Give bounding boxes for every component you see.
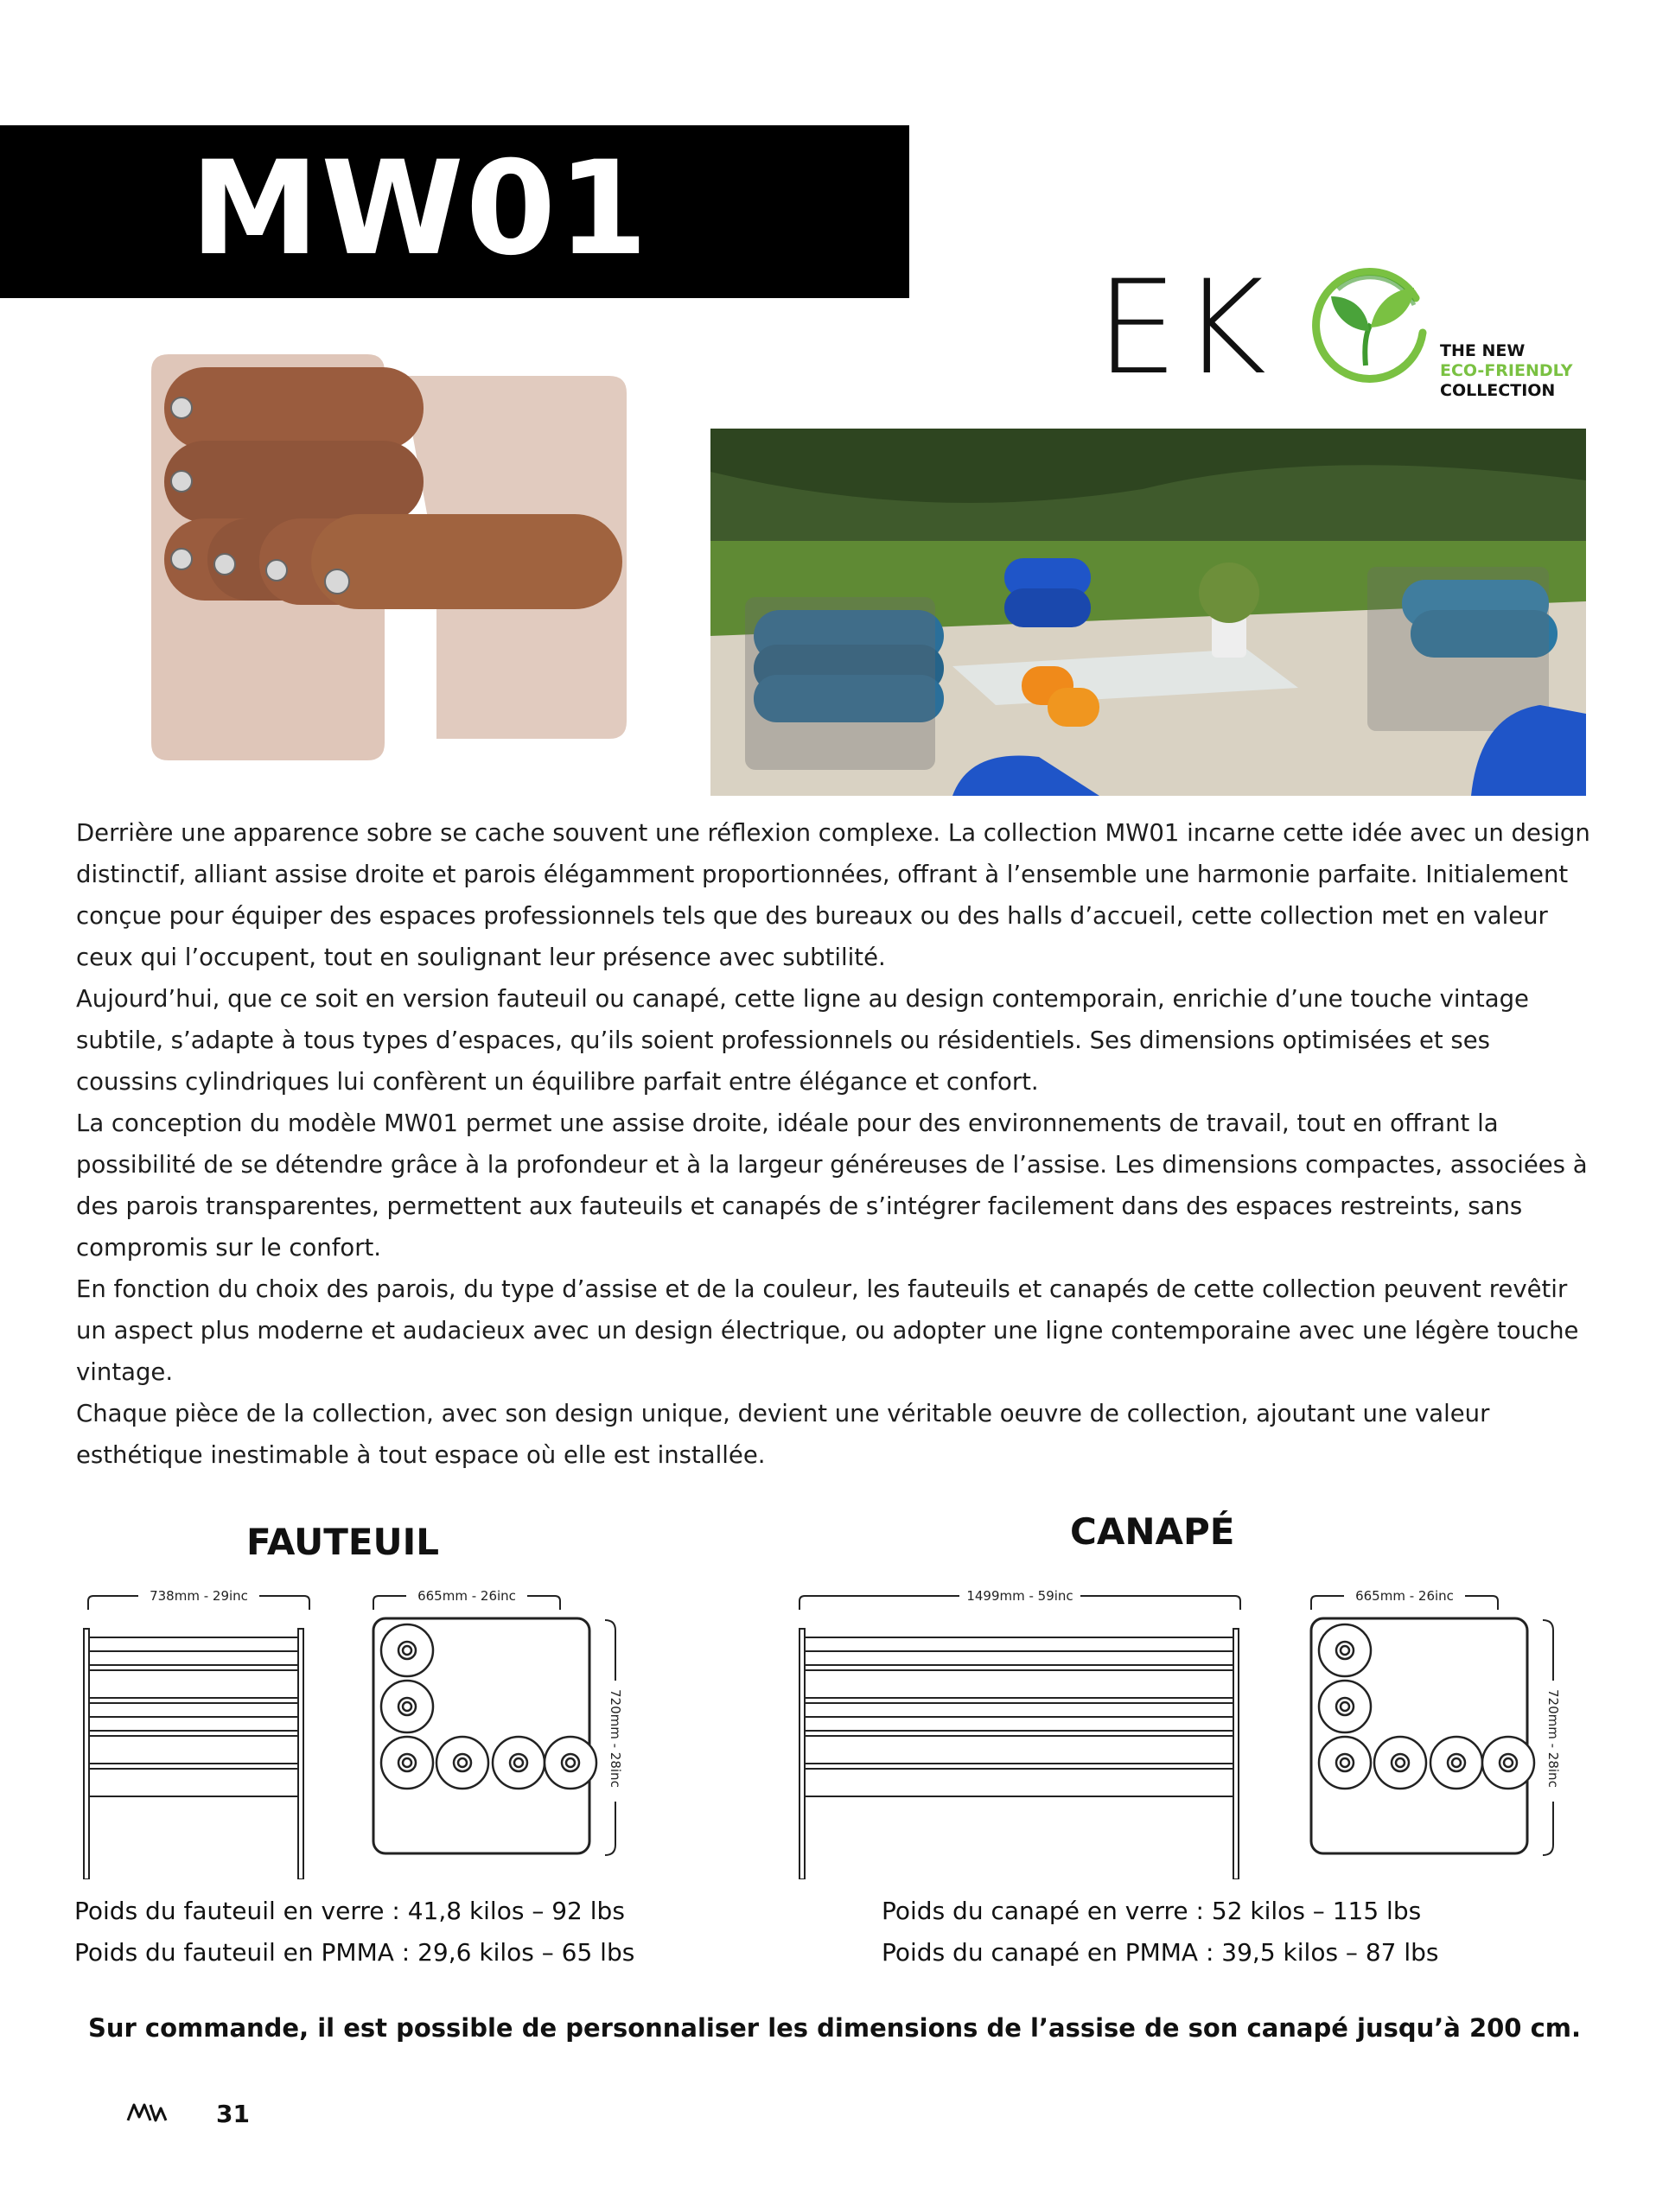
fauteuil-weights (74, 1891, 634, 1974)
dimension-label: 665mm - 26inc (417, 1588, 516, 1604)
leaf-icon (1303, 264, 1433, 393)
weight-glass: Poids du fauteuil en verre : 41,8 kilos – 92 lbs (74, 1897, 625, 1925)
tagline-line-1: THE NEW (1440, 341, 1526, 360)
weight-pmma: Poids du fauteuil en PMMA : 29,6 kilos – 65 lbs (74, 1938, 635, 1967)
paragraph: Aujourd’hui, que ce soit en version fauteuil ou canapé, cette ligne au design contemporain, enrichie d’une touche vintage subtile, s’adapte à tous types d’espaces, qu’ils soient professionnels ou résidentiels. Ses dimensions optimisées et ses coussins cylindriques lui confèrent un équilibre parfait entre élégance et confort. (76, 985, 1529, 1096)
fauteuil-heading: FAUTEUIL (246, 1521, 440, 1563)
armchair-photo (39, 307, 743, 791)
paragraph: En fonction du choix des parois, du type d’assise et de la couleur, les fauteuils et canapés de cette collection peuvent revêtir un aspect plus moderne et audacieux avec un design électrique, ou adopter une ligne contemporaine avec une légère touche vintage. (76, 1275, 1579, 1386)
description-text (76, 812, 1597, 1476)
eko-tagline (1440, 341, 1573, 401)
dimension-label: 720mm - 28inc (1545, 1689, 1561, 1788)
paragraph: Chaque pièce de la collection, avec son design unique, devient une véritable oeuvre de collection, ajoutant une valeur esthétique inestimable à tout espace où elle est installée. (76, 1400, 1490, 1469)
custom-dimensions-note: Sur commande, il est possible de personnaliser les dimensions de l’assise de son canapé jusqu’à 200 cm. (87, 2013, 1581, 2043)
garden-sofas-photo (710, 429, 1586, 796)
paragraph: Derrière une apparence sobre se cache souvent une réflexion complexe. La collection MW01 incarne cette idée avec un design distinctif, alliant assise droite et parois élégamment proportionnées, offrant à l’ensemble une harmonie parfaite. Initialement conçue pour équiper des espaces professionnels tels que des bureaux ou des halls d’accueil, cette collection met en valeur ceux qui l’occupent, tout en soulignant leur présence avec subtilité. (76, 819, 1590, 971)
dimension-label: 720mm - 28inc (608, 1689, 623, 1788)
fauteuil-front-diagram (78, 1586, 320, 1879)
dimension-label: 1499mm - 59inc (966, 1588, 1073, 1604)
dimension-label: 738mm - 29inc (150, 1588, 248, 1604)
tagline-line-3: COLLECTION (1440, 381, 1556, 400)
page-number: 31 (216, 2100, 250, 2128)
weight-pmma: Poids du canapé en PMMA : 39,5 kilos – 87 lbs (882, 1938, 1439, 1967)
paragraph: La conception du modèle MW01 permet une assise droite, idéale pour des environnements de travail, tout en offrant la possibilité de se détendre grâce à la profondeur et à la largeur généreuses de l’assise. Les dimensions compactes, associées à des parois transparentes, permettent aux fauteuils et canapés de s’intégrer facilement dans des espaces restreints, sans compromis sur le confort. (76, 1109, 1588, 1262)
mw-logo-icon (125, 2100, 169, 2126)
canape-heading: CANAPÉ (1070, 1510, 1235, 1553)
canape-front-diagram (791, 1586, 1258, 1879)
eko-logo (1096, 255, 1589, 410)
title-banner (0, 125, 909, 298)
tagline-line-2: ECO-FRIENDLY (1440, 361, 1573, 380)
dimension-label: 665mm - 26inc (1355, 1588, 1454, 1604)
eko-logo-text: EK (1096, 253, 1271, 404)
canape-weights (882, 1891, 1439, 1974)
page-title: MW01 (190, 134, 650, 284)
weight-glass: Poids du canapé en verre : 52 kilos – 115 lbs (882, 1897, 1422, 1925)
canape-side-diagram (1301, 1586, 1586, 1879)
fauteuil-side-diagram (363, 1586, 648, 1879)
